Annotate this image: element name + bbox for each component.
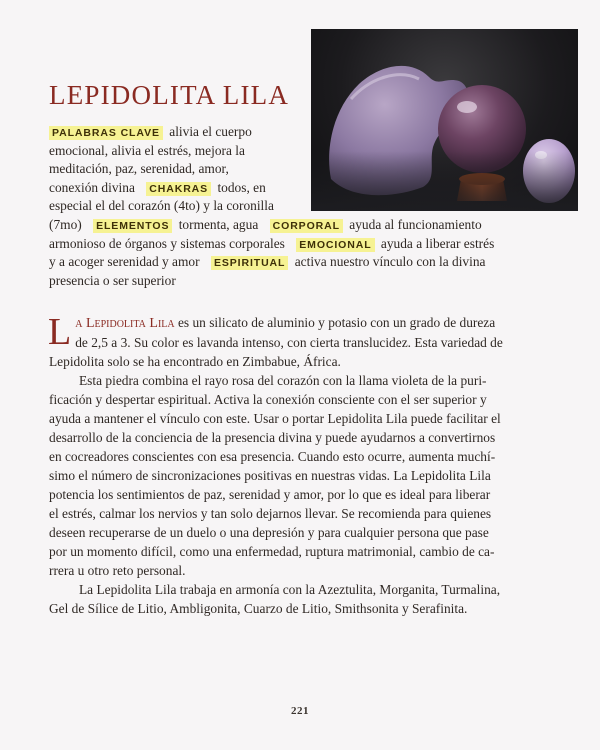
body-text: [49, 313, 552, 618]
keywords-text: especial el del corazón (4to) y la coronilla: [49, 198, 274, 214]
keywords-text: alivia el cuerpo: [169, 124, 252, 139]
keyword-tag: PALABRAS CLAVE: [49, 126, 163, 140]
paragraph-line: potencia los sentimientos de paz, serenidad y amor, por lo que es ideal para liberar: [49, 487, 491, 502]
lead-stone-name: a Lepidolita Lila: [75, 316, 175, 331]
page-title: LEPIDOLITA LILA: [49, 80, 290, 110]
keyword-tag: CHAKRAS: [146, 182, 211, 196]
paragraph-line: ayuda a mantener el vínculo con este. Usar o portar Lepidolita Lila puede facilitar el: [49, 411, 501, 426]
keywords-text: meditación, paz, serenidad, amor,: [49, 161, 229, 177]
paragraph-line: desarrollo de la conciencia de la presencia divina y puede ayudarnos a convertirnos: [49, 430, 496, 445]
keyword-tag: ELEMENTOS: [93, 219, 172, 233]
keywords-text: conexión divina: [49, 179, 135, 195]
keywords-text: ayuda al funcionamiento: [349, 216, 482, 232]
keywords-line: [49, 253, 494, 272]
keyword-tag: EMOCIONAL: [296, 238, 374, 252]
keywords-text: presencia o ser superior: [49, 272, 176, 288]
paragraph-line: en cocreadores conscientes con esa presencia. Cuando esto ocurre, aumenta muchí-: [49, 449, 496, 464]
keywords-line: [49, 235, 494, 254]
drop-cap: L: [48, 311, 72, 353]
keywords-text: tormenta, agua: [178, 216, 259, 232]
paragraph-line: el estrés, calmar los nervios y tan solo dejarnos llevar. Se recomienda para quienes: [49, 506, 492, 521]
paragraph-line: La Lepidolita Lila trabaja en armonía con la Azeztulita, Morganita, Turmalina,: [79, 582, 501, 597]
paragraph-line: de 2,5 a 3. Su color es lavanda intenso, con cierta translucidez. Esta variedad de: [75, 335, 503, 350]
keywords-line: [49, 160, 494, 179]
paragraph-line: Esta piedra combina el rayo rosa del corazón con la llama violeta de la puri-: [79, 373, 487, 388]
paragraph-line: Lepidolita solo se ha encontrado en Zimbabue, África.: [49, 354, 341, 369]
paragraph-line: ficación y despertar espiritual. Activa la conexión consciente con el ser superior y: [49, 392, 487, 407]
keywords-text: todos, en: [217, 179, 266, 195]
keywords-line: [49, 216, 494, 235]
keywords-block: [49, 123, 494, 290]
keywords-text: activa nuestro vínculo con la divina: [294, 254, 486, 270]
keywords-text: emocional, alivia el estrés, mejora la: [49, 142, 245, 158]
keywords-text: ayuda a liberar estrés: [380, 235, 495, 251]
paragraph-text: es un silicato de aluminio y potasio con un grado de dureza: [177, 315, 496, 330]
keywords-line: [49, 197, 494, 216]
keywords-text: y a acoger serenidad y amor: [49, 254, 200, 270]
keywords-line: [49, 179, 494, 198]
paragraph-line: simo el número de sincronizaciones positivas en nuestras vidas. La Lepidolita Lila: [49, 468, 491, 483]
paragraph-line: deseen recuperarse de un duelo o una depresión y para cualquier persona que pase: [49, 525, 489, 540]
keyword-tag: ESPIRITUAL: [211, 256, 288, 270]
page-number: 221: [291, 705, 309, 717]
keywords-line: [49, 142, 494, 161]
paragraph-line: rrera u otro reto personal.: [49, 563, 186, 578]
keywords-text: armonioso de órganos y sistemas corporales: [49, 235, 285, 251]
keywords-line: [49, 272, 494, 291]
paragraph-line: por un momento difícil, como una enfermedad, ruptura matrimonial, cambio de ca-: [49, 544, 495, 559]
keywords-text: (7mo): [49, 216, 82, 232]
paragraph-line: Gel de Sílice de Litio, Ambligonita, Cuarzo de Litio, Smithsonita y Serafinita.: [49, 601, 468, 616]
keyword-tag: CORPORAL: [270, 219, 343, 233]
keywords-line: [49, 123, 494, 142]
